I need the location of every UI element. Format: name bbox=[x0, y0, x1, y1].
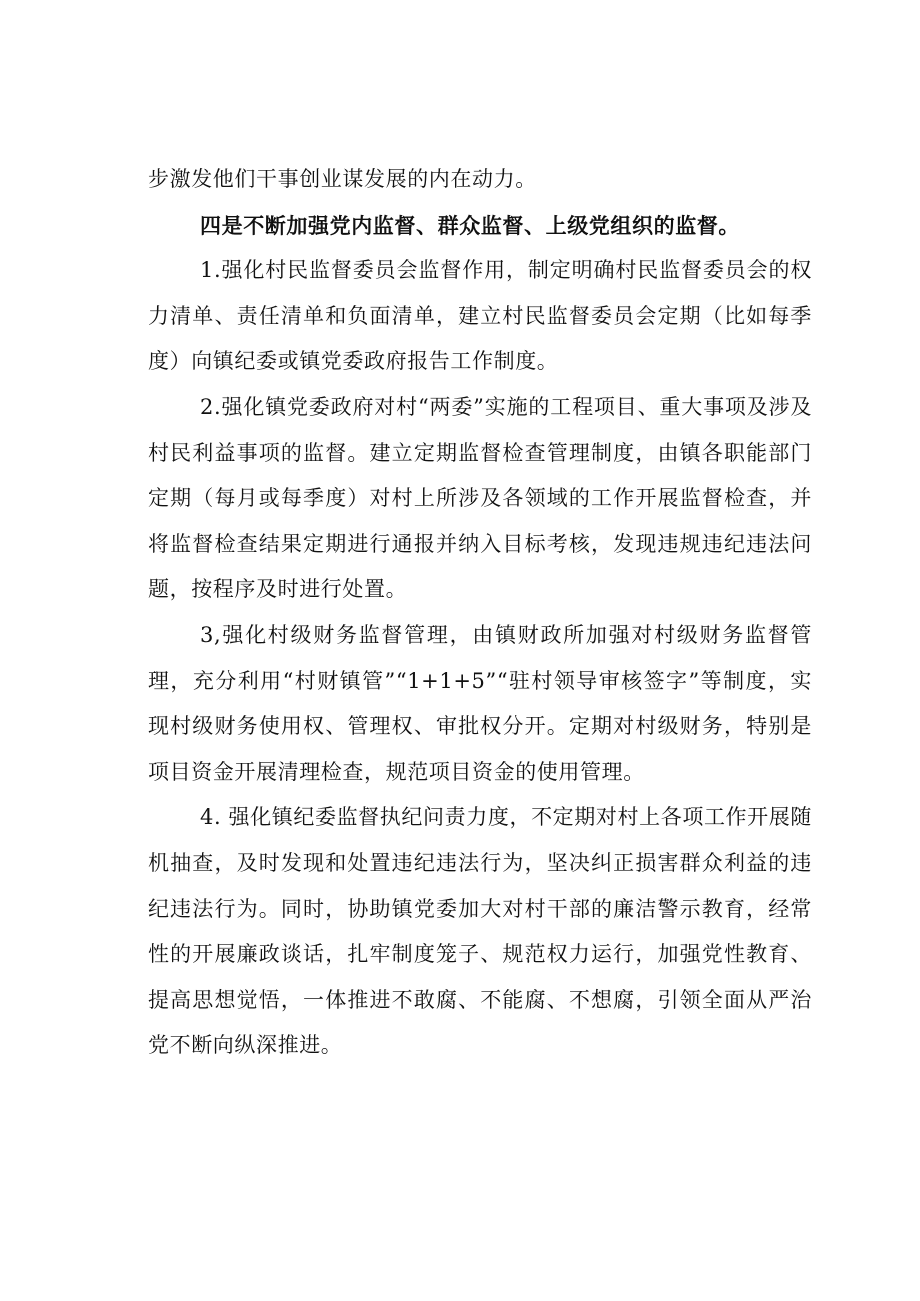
paragraph-item-2: 2.强化镇党委政府对村“两委”实施的工程项目、重大事项及涉及村民利益事项的监督。建立定期监督检查管理制度，由镇各职能部门定期（每月或每季度）对村上所涉及各领域的工作开展监督检查，并将监督检查结果定期进行通报并纳入目标考核，发现违规违纪违法问题，按程序及时进行处置。 bbox=[148, 394, 812, 602]
paragraph-item-3: 3,强化村级财务监督管理，由镇财政所加强对村级财务监督管理，充分利用“村财镇管”“1+1+5”“驻村领导审核签字”等制度，实现村级财务使用权、管理权、审批权分开。定期对村级财务，特别是项目资金开展清理检查，规范项目资金的使用管理。 bbox=[148, 622, 812, 784]
paragraph-continuation: 步激发他们干事创业谋发展的内在动力。 bbox=[148, 167, 537, 191]
section-heading: 四是不断加强党内监督、群众监督、上级党组织的监督。 bbox=[200, 212, 740, 238]
document-body bbox=[148, 157, 812, 1069]
paragraph-item-1: 1.强化村民监督委员会监督作用，制定明确村民监督委员会的权力清单、责任清单和负面清单，建立村民监督委员会定期（比如每季度）向镇纪委或镇党委政府报告工作制度。 bbox=[148, 258, 812, 374]
paragraph-item-4: 4. 强化镇纪委监督执纪问责力度，不定期对村上各项工作开展随机抽查，及时发现和处置违纪违法行为，坚决纠正损害群众利益的违纪违法行为。同时，协助镇党委加大对村干部的廉洁警示教育，经常性的开展廉政谈话，扎牢制度笼子、规范权力运行，加强党性教育、提高思想觉悟，一体推进不敢腐、不能腐、不想腐，引领全面从严治党不断向纵深推进。 bbox=[148, 805, 812, 1058]
